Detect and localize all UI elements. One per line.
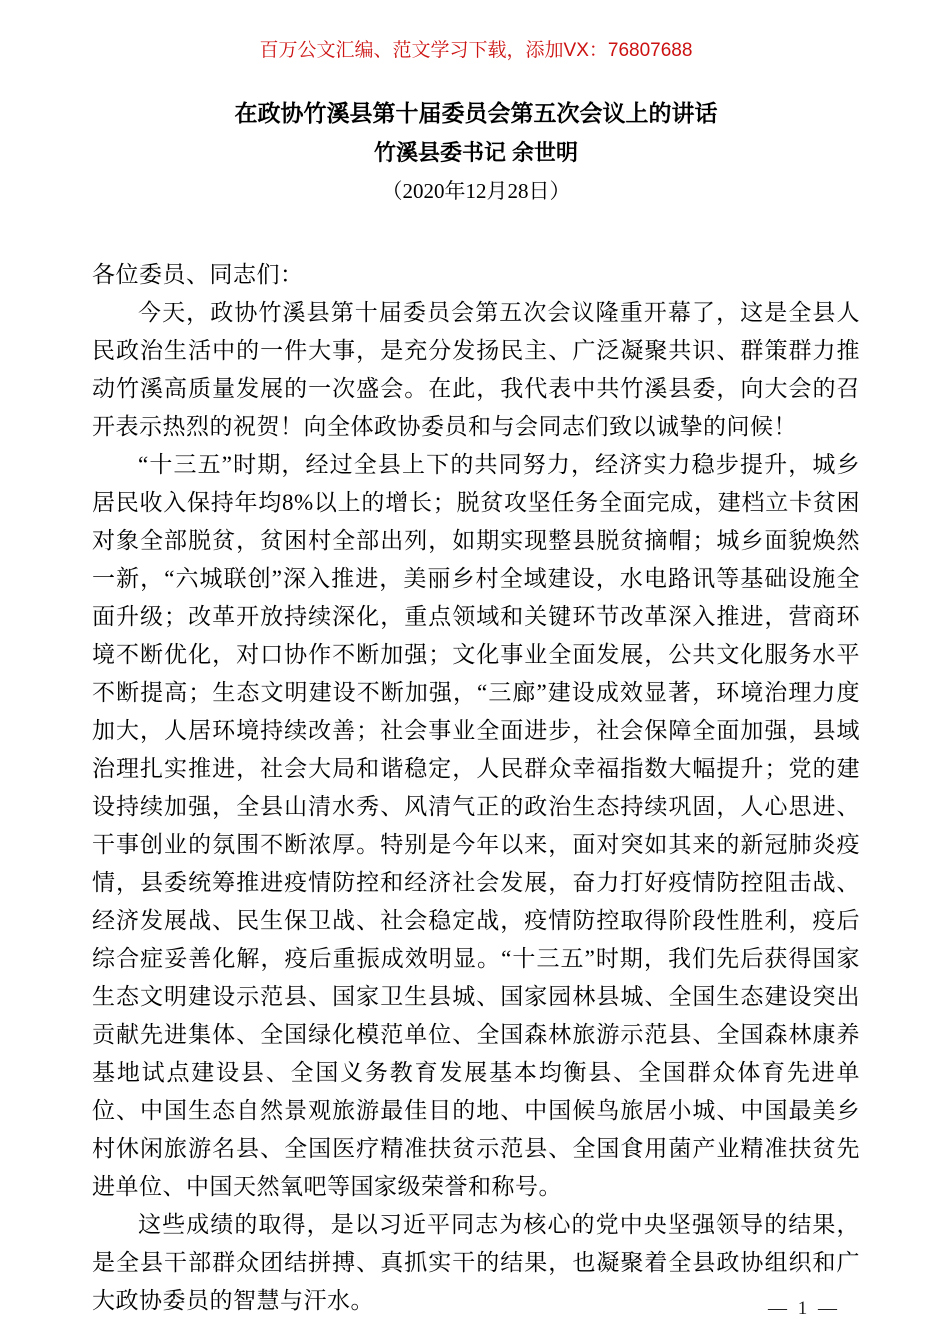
body-paragraph-3: 这些成绩的取得，是以习近平同志为核心的党中央坚强领导的结果，是全县干部群众团结拼搏、真抓实干的结果，也凝聚着全县政协组织和广大政协委员的智慧与汗水。 <box>92 1212 860 1313</box>
document-body <box>92 256 860 1320</box>
body-paragraph-1: 今天，政协竹溪县第十届委员会第五次会议隆重开幕了，这是全县人民政治生活中的一件大事，是充分发扬民主、广泛凝聚共识、群策群力推动竹溪高质量发展的一次盛会。在此，我代表中共竹溪县委，向大会的召开表示热烈的祝贺！向全体政协委员和与会同志们致以诚挚的问候！ <box>92 300 860 439</box>
page-number: — 1 — <box>768 1298 840 1319</box>
promo-notice-text: 百万公文汇编、范文学习下载，添加VX：76807688 <box>259 40 693 61</box>
body-paragraph-2: “十三五”时期，经过全县上下的共同努力，经济实力稳步提升，城乡居民收入保持年均8%以上的增长；脱贫攻坚任务全面完成，建档立卡贫困对象全部脱贫，贫困村全部出列，如期实现整县脱贫摘帽；城乡面貌焕然一新，“六城联创”深入推进，美丽乡村全域建设，水电路讯等基础设施全面升级；改革开放持续深化，重点领域和关键环节改革深入推进，营商环境不断优化，对口协作不断加强；文化事业全面发展，公共文化服务水平不断提高；生态文明建设不断加强，“三廊”建设成效显著，环境治理力度加大，人居环境持续改善；社会事业全面进步，社会保障全面加强，县域治理扎实推进，社会大局和谐稳定，人民群众幸福指数大幅提升；党的建设持续加强，全县山清水秀、风清气正的政治生态持续巩固，人心思进、干事创业的氛围不断浓厚。特别是今年以来，面对突如其来的新冠肺炎疫情，县委统筹推进疫情防控和经济社会发展，奋力打好疫情防控阻击战、经济发展战、民生保卫战、社会稳定战，疫情防控取得阶段性胜利，疫后综合症妥善化解，疫后重振成效明显。“十三五”时期，我们先后获得国家生态文明建设示范县、国家卫生县城、国家园林县城、全国生态建设突出贡献先进集体、全国绿化模范单位、全国森林旅游示范县、全国森林康养基地试点建设县、全国义务教育发展基本均衡县、全国群众体育先进单位、中国生态自然景观旅游最佳目的地、中国候鸟旅居小城、中国最美乡村休闲旅游名县、全国医疗精准扶贫示范县、全国食用菌产业精准扶贫先进单位、中国天然氧吧等国家级荣誉和称号。 <box>92 452 860 1199</box>
document-author: 竹溪县委书记 余世明 <box>373 140 579 165</box>
document-date: （2020年12月28日） <box>381 179 571 203</box>
document-title: 在政协竹溪县第十届委员会第五次会议上的讲话 <box>234 100 718 126</box>
salutation-line: 各位委员、同志们： <box>92 262 304 287</box>
